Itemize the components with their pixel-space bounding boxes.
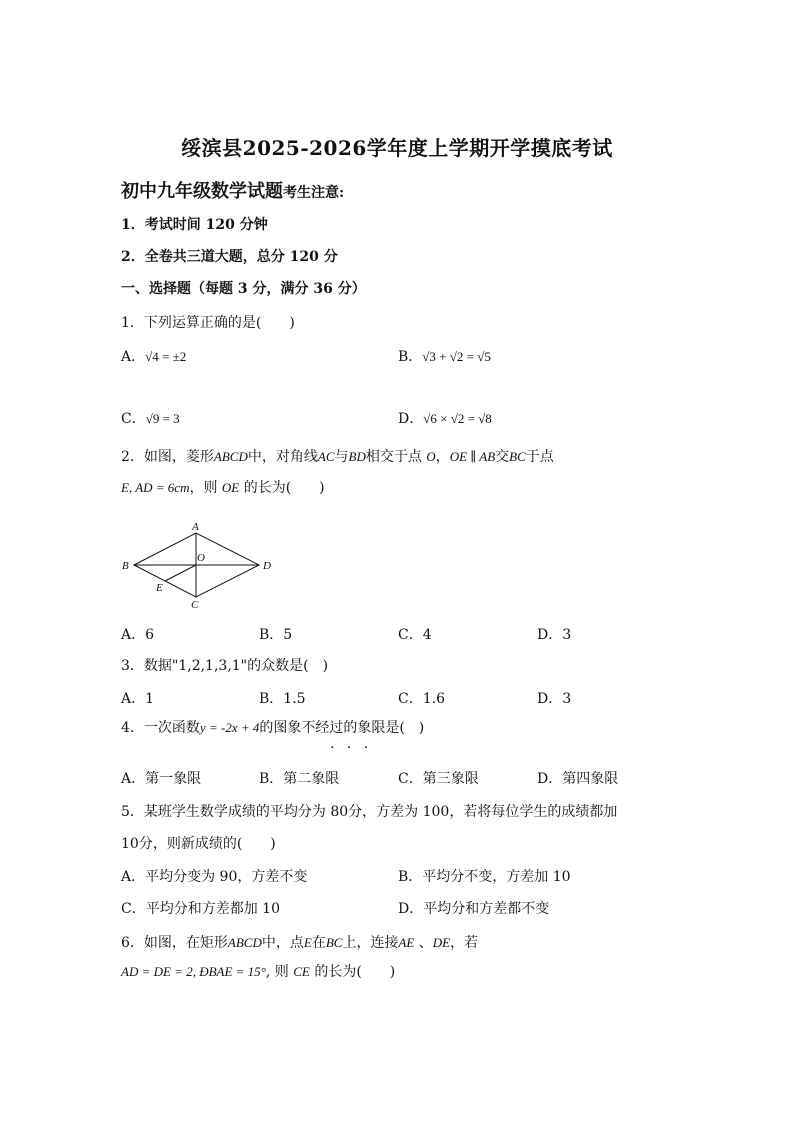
q6-math: CE: [293, 964, 310, 979]
q2-text: ，则: [189, 480, 222, 496]
label-a: A: [192, 521, 199, 533]
q5-stem-line1: 5．某班学生数学成绩的平均分为 80分，方差为 100，若将每位学生的成绩都加: [121, 804, 618, 820]
q1-option-d: [398, 408, 492, 428]
section-heading: 一、选择题（每题 3 分，满分 36 分）: [121, 281, 366, 297]
q1-option-c-expr: √9 = 3: [145, 411, 180, 426]
q6-text: 的长为( ): [309, 964, 396, 980]
q2-option-d: D．3: [537, 627, 572, 643]
q6-math: AE: [398, 935, 415, 950]
label-c: C: [191, 599, 199, 610]
q1-option-c: [121, 408, 180, 428]
q1-option-c-label: C．: [121, 411, 146, 427]
q3-option-b: B．1.5: [259, 691, 306, 707]
q2-text: 的长为( ): [239, 480, 325, 496]
q4-math: y = -2x + 4: [199, 720, 260, 735]
q4-option-c: C．第三象限: [398, 771, 479, 787]
label-o: O: [197, 552, 205, 564]
q2-option-a: A．6: [121, 627, 155, 643]
q6-text: 、: [414, 935, 433, 951]
q6-math: DE: [432, 935, 451, 950]
q1-option-b-expr: √3 + √2 = √5: [422, 349, 491, 364]
q2-stem-line2: [121, 477, 325, 497]
exam-title: 绥滨县2025-2026学年度上学期开学摸底考试: [181, 136, 613, 160]
q2-text: ，: [435, 449, 450, 465]
q6-text: , 则: [265, 964, 294, 980]
rhombus-figure: [118, 520, 278, 610]
q2-math: E, AD = 6cm: [121, 480, 190, 495]
q5-option-d: D．平均分和方差都不变: [398, 901, 550, 917]
q1-option-b-label: B．: [398, 349, 423, 365]
q5-stem-line2: 10分，则新成绩的( ): [121, 836, 276, 852]
q1-option-d-label: D．: [398, 411, 424, 427]
note-1: 1．考试时间 120 分钟: [121, 217, 268, 233]
q4-stem: [121, 717, 424, 737]
q1-option-a-expr: √4 = ±2: [145, 349, 187, 364]
q6-text: 在: [311, 935, 326, 951]
q3-option-c: C．1.6: [398, 691, 445, 707]
q1-option-b: [398, 346, 491, 366]
subtitle-note: 考生注意:: [283, 185, 345, 201]
note-2: 2．全卷共三道大题，总分 120 分: [121, 249, 338, 265]
label-b: B: [122, 560, 129, 572]
exam-subtitle: [121, 177, 344, 203]
q4-text: 4．一次函数: [121, 720, 200, 736]
segment-oe: [165, 565, 196, 581]
q6-stem-line1: [121, 932, 478, 952]
q3-option-d: D．3: [537, 691, 572, 707]
q1-option-a: [121, 346, 186, 366]
q2-text: 相交于点: [365, 449, 427, 465]
q2-math: OE ∥ AB: [449, 449, 496, 464]
q6-math: E: [303, 935, 312, 950]
q2-text: 交: [495, 449, 510, 465]
q6-math: BC: [325, 935, 343, 950]
q1-option-d-expr: √6 × √2 = √8: [423, 411, 492, 426]
q2-option-b: B．5: [259, 627, 293, 643]
q6-stem-line2: [121, 961, 395, 981]
label-d: D: [263, 560, 271, 572]
q6-text: 6．如图，在矩形: [121, 935, 228, 951]
q2-text: 与: [334, 449, 349, 465]
q3-stem: 3．数据"1,2,1,3,1"的众数是( ): [121, 658, 329, 674]
q4-option-a: A．第一象限: [121, 771, 202, 787]
q4-option-d: D．第四象限: [537, 771, 619, 787]
q5-option-c: C．平均分和方差都加 10: [121, 901, 280, 917]
subtitle-text: 初中九年级数学试题: [121, 181, 283, 202]
q2-stem-line1: [121, 446, 554, 466]
q2-text: 中，对角线: [247, 449, 318, 465]
q4-dots: · · ·: [330, 740, 373, 756]
q5-option-b: B．平均分不变，方差加 10: [398, 869, 571, 885]
q2-math: OE: [221, 480, 240, 495]
q1-option-a-label: A．: [121, 349, 146, 365]
q2-option-c: C．4: [398, 627, 432, 643]
q2-math: BC: [509, 449, 526, 464]
q6-text: 上，连接: [342, 935, 399, 951]
q6-text: ，若: [450, 935, 479, 951]
q6-text: 中，点: [261, 935, 304, 951]
q2-text: 于点: [525, 449, 554, 465]
q4-option-b: B．第二象限: [259, 771, 340, 787]
q5-option-a: A．平均分变为 90，方差不变: [121, 869, 308, 885]
q2-math: ABCD: [213, 449, 248, 464]
label-e: E: [156, 582, 163, 594]
q4-text: 的图象不经过的象限是( ): [259, 720, 425, 736]
q1-stem: 1．下列运算正确的是( ): [121, 315, 295, 331]
q6-math: ABCD: [227, 935, 262, 950]
q2-text: 2．如图，菱形: [121, 449, 214, 465]
q3-option-a: A．1: [121, 691, 155, 707]
q6-math: AD = DE = 2, ÐBAE = 15°: [121, 964, 266, 979]
q2-math: AC: [317, 449, 335, 464]
q2-math: O: [426, 449, 436, 464]
q2-math: BD: [348, 449, 366, 464]
